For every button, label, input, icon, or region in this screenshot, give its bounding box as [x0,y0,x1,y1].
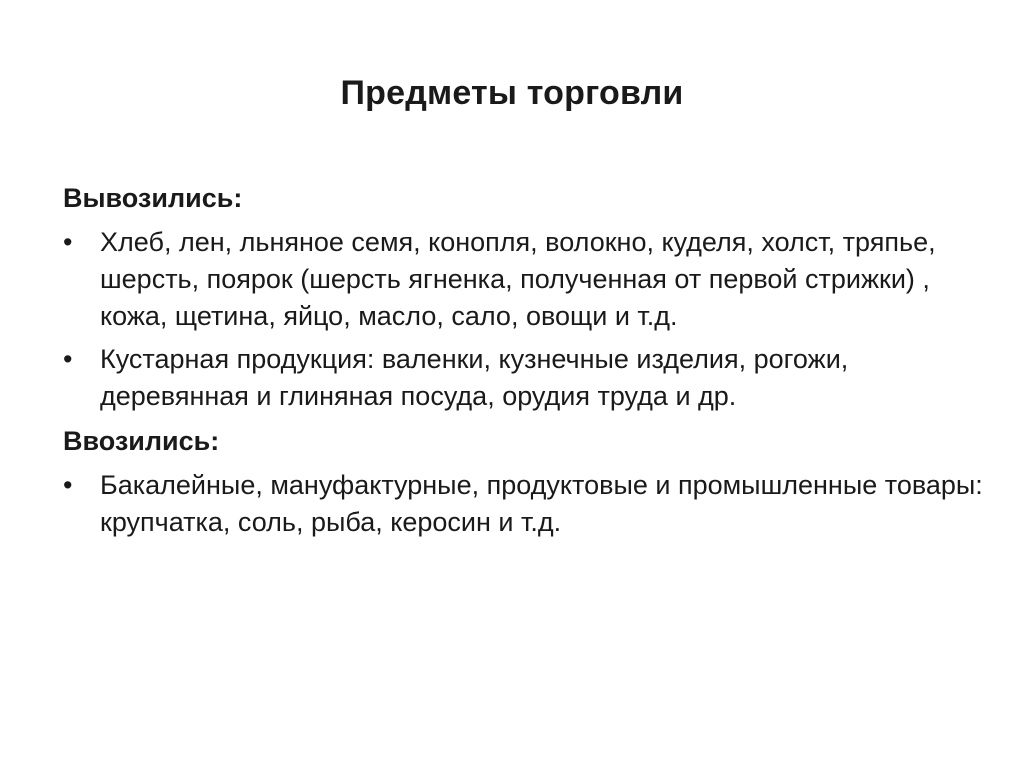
list-item-text: Хлеб, лен, льняное семя, конопля, волокно, куделя, холст, тряпье, шерсть, поярок (шерсть ягненка, полученная от первой стрижки) , кожа, щетина, яйцо, масло, сало, овощи и т.д. [100,227,936,331]
list-item [63,467,983,541]
list-item-text: Кустарная продукция: валенки, кузнечные изделия, рогожи, деревянная и глиняная посуда, орудия труда и др. [100,344,849,411]
import-list [63,467,983,541]
export-list [63,224,983,415]
slide-content [63,178,983,541]
list-item-text: Бакалейные, мануфактурные, продуктовые и промышленные товары: крупчатка, соль, рыба, керосин и т.д. [100,470,983,537]
bullet-icon: • [63,344,73,374]
slide-title: Предметы торговли [340,74,684,112]
section-heading-import: Ввозились: [63,426,220,456]
bullet-icon: • [63,470,73,500]
list-item [63,341,983,415]
list-item [63,224,983,335]
bullet-icon: • [63,227,73,257]
section-heading-export: Вывозились: [63,183,243,213]
